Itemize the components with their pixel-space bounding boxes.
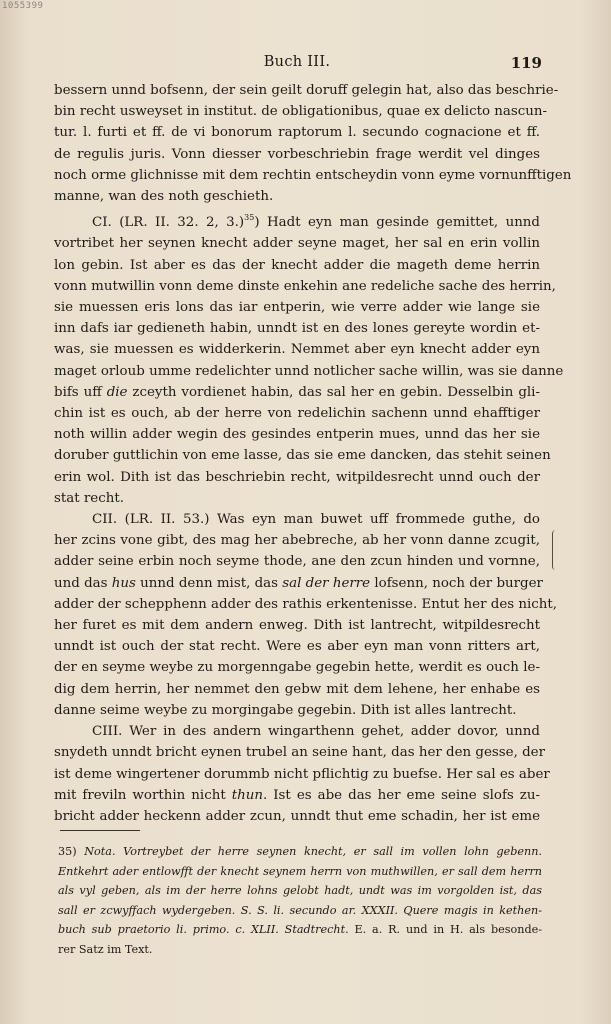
text-line: manne, wan des noth geschieth. (54, 189, 274, 205)
page-header (52, 54, 542, 76)
footnote-rule (60, 830, 140, 831)
text-line: dig dem herrin, her nemmet den gebw mit dem lehene, her enhabe es (54, 681, 540, 697)
text-line: stat recht. (54, 490, 124, 506)
footnote (58, 842, 542, 960)
section-cii-text: Was eyn man buwet uff frommede guthe, do (209, 512, 540, 528)
text-span: und das (54, 575, 112, 591)
footnote-line (58, 842, 542, 862)
italic-phrase: sal der herre (282, 575, 371, 591)
text-line: sie muessen eris lons das iar entperin, wie verre adder wie lange sie (54, 300, 540, 316)
footnote-text: E. a. R. und in H. als besonde- (348, 923, 543, 937)
text-line: her furet es mit dem andern enweg. Dith ist lantrecht, witpildesrecht (54, 618, 540, 634)
footnote-line: sall er zcwyffach wydergeben. S. S. li. secundo ar. XXXII. Quere magis in kethen- (58, 903, 542, 917)
section-ci-heading (54, 207, 540, 233)
text-line (54, 573, 543, 594)
text-line (54, 382, 540, 403)
text-span: lofsenn, noch der burger (370, 575, 543, 591)
footnote-number: 35) (58, 845, 77, 858)
text-line: de regulis juris. Vonn diesser vorbeschriebin frage werdit vel dinges (54, 146, 540, 162)
text-line: danne seime weybe zu morgingabe gegebin. Dith ist alles lantrecht. (54, 702, 517, 718)
text-line: bin recht usweyset in institut. de obligationibus, quae ex delicto nascun- (54, 104, 548, 120)
section-cii-heading (54, 509, 540, 530)
text-line: noth willin adder wegin des gesindes entperin mues, unnd das her sie (54, 427, 540, 443)
text-line: erin wol. Dith ist das beschriebin recht, witpildesrecht unnd ouch der (54, 469, 540, 485)
margin-annotation-mark (552, 530, 559, 570)
text-line: adder seine erbin noch seyme thode, ane den zcun hinden und vornne, (54, 554, 540, 570)
text-line: noch orme glichnisse mit dem rechtin entscheydin vonn eyme vornunfftigen (54, 167, 572, 183)
text-line: bessern unnd bofsenn, der sein geilt doruff gelegin hat, also das beschrie- (54, 83, 559, 98)
italic-word: thun (231, 787, 263, 803)
text-line: ist deme wingertener dorummb nicht pflichtig zu buefse. Her sal es aber (54, 766, 550, 782)
main-text (54, 80, 572, 827)
text-line: unndt ist ouch der stat recht. Were es aber eyn man vonn ritters art, (54, 639, 540, 655)
section-ciii-label: CIII. (92, 724, 123, 740)
section-ci-label: CI. (LR. II. 32. 2, 3.) (92, 215, 245, 231)
footnote-line (58, 920, 542, 940)
text-span: mit freviln worthin nicht (54, 787, 232, 803)
italic-word: hus (111, 575, 136, 591)
section-ci-text: ) Hadt eyn man gesinde gemittet, unnd (254, 215, 541, 231)
text-line: bricht adder heckenn adder zcun, unndt thut eme schadin, her ist eme (54, 808, 540, 824)
text-line: vonn mutwillin vonn deme dinste enkehin ane redeliche sache des herrin, (54, 278, 556, 294)
footnote-text: Vortreybet der herre seynen knecht, er sall im vollen lohn gebenn. (115, 845, 542, 858)
footnote-label: Nota. (84, 845, 116, 858)
section-cii-label: CII. (LR. II. 53.) (92, 512, 210, 528)
text-line: snydeth unndt bricht eynen trubel an seine hant, das her den gesse, der (54, 745, 545, 761)
page-number: 119 (510, 54, 542, 72)
footnote-line: als vyl geben, als im der herre lohns gelobt hadt, undt was im vorgolden ist, das (58, 884, 542, 898)
footnote-text: buch sub praetorio li. primo. c. XLII. Stadtrecht. (58, 923, 349, 937)
text-span: unnd denn mist, das (135, 575, 283, 591)
text-line (54, 785, 540, 806)
text-line: maget orloub umme redelichter unnd notlicher sache willin, was sie danne (54, 363, 564, 379)
text-span: zceyth vordienet habin, das sal her en gebin. Desselbin gli- (127, 384, 540, 400)
text-line: tur. l. furti et ff. de vi bonorum raptorum l. secundo cognacione et ff. (54, 125, 540, 141)
text-span: bifs uff (54, 384, 107, 400)
text-span: . Ist es abe das her eme seine slofs zu- (262, 787, 541, 803)
section-ciii-heading (54, 721, 540, 742)
text-line: inn dafs iar gedieneth habin, unndt ist en des lones gereyte wordin et- (54, 321, 540, 337)
text-line: adder der schepphenn adder des rathis erkentenisse. Entut her des nicht, (54, 596, 558, 612)
library-stamp: 1055399 (2, 1, 44, 11)
footnote-line: rer Satz im Text. (58, 942, 153, 956)
text-line: lon gebin. Ist aber es das der knecht adder die mageth deme herrin (54, 257, 540, 273)
italic-word: die (106, 384, 128, 400)
running-title: Buch III. (263, 54, 331, 70)
footnote-ref: 35 (244, 213, 255, 223)
text-line: chin ist es ouch, ab der herre von redelichin sachenn unnd ehafftiger (54, 406, 540, 422)
text-line: der en seyme weybe zu morgenngabe gegebin hette, werdit es ouch le- (54, 660, 540, 676)
section-ciii-text: Wer in des andern wingarthenn gehet, adder dovor, unnd (122, 724, 540, 740)
text-line: was, sie muessen es widderkerin. Nemmet aber eyn knecht adder eyn (54, 342, 540, 358)
footnote-line: Entkehrt ader entlowfft der knecht seynem herrn von muthwillen, er sall dem herrn (58, 864, 542, 878)
text-line: vortribet her seynen knecht adder seyne maget, her sal en erin vollin (54, 236, 540, 252)
text-line: her zcins vone gibt, des mag her abebreche, ab her vonn danne zcugit, (54, 533, 540, 549)
text-line: doruber guttlichin von eme lasse, das sie eme dancken, das stehit seinen (54, 448, 551, 464)
